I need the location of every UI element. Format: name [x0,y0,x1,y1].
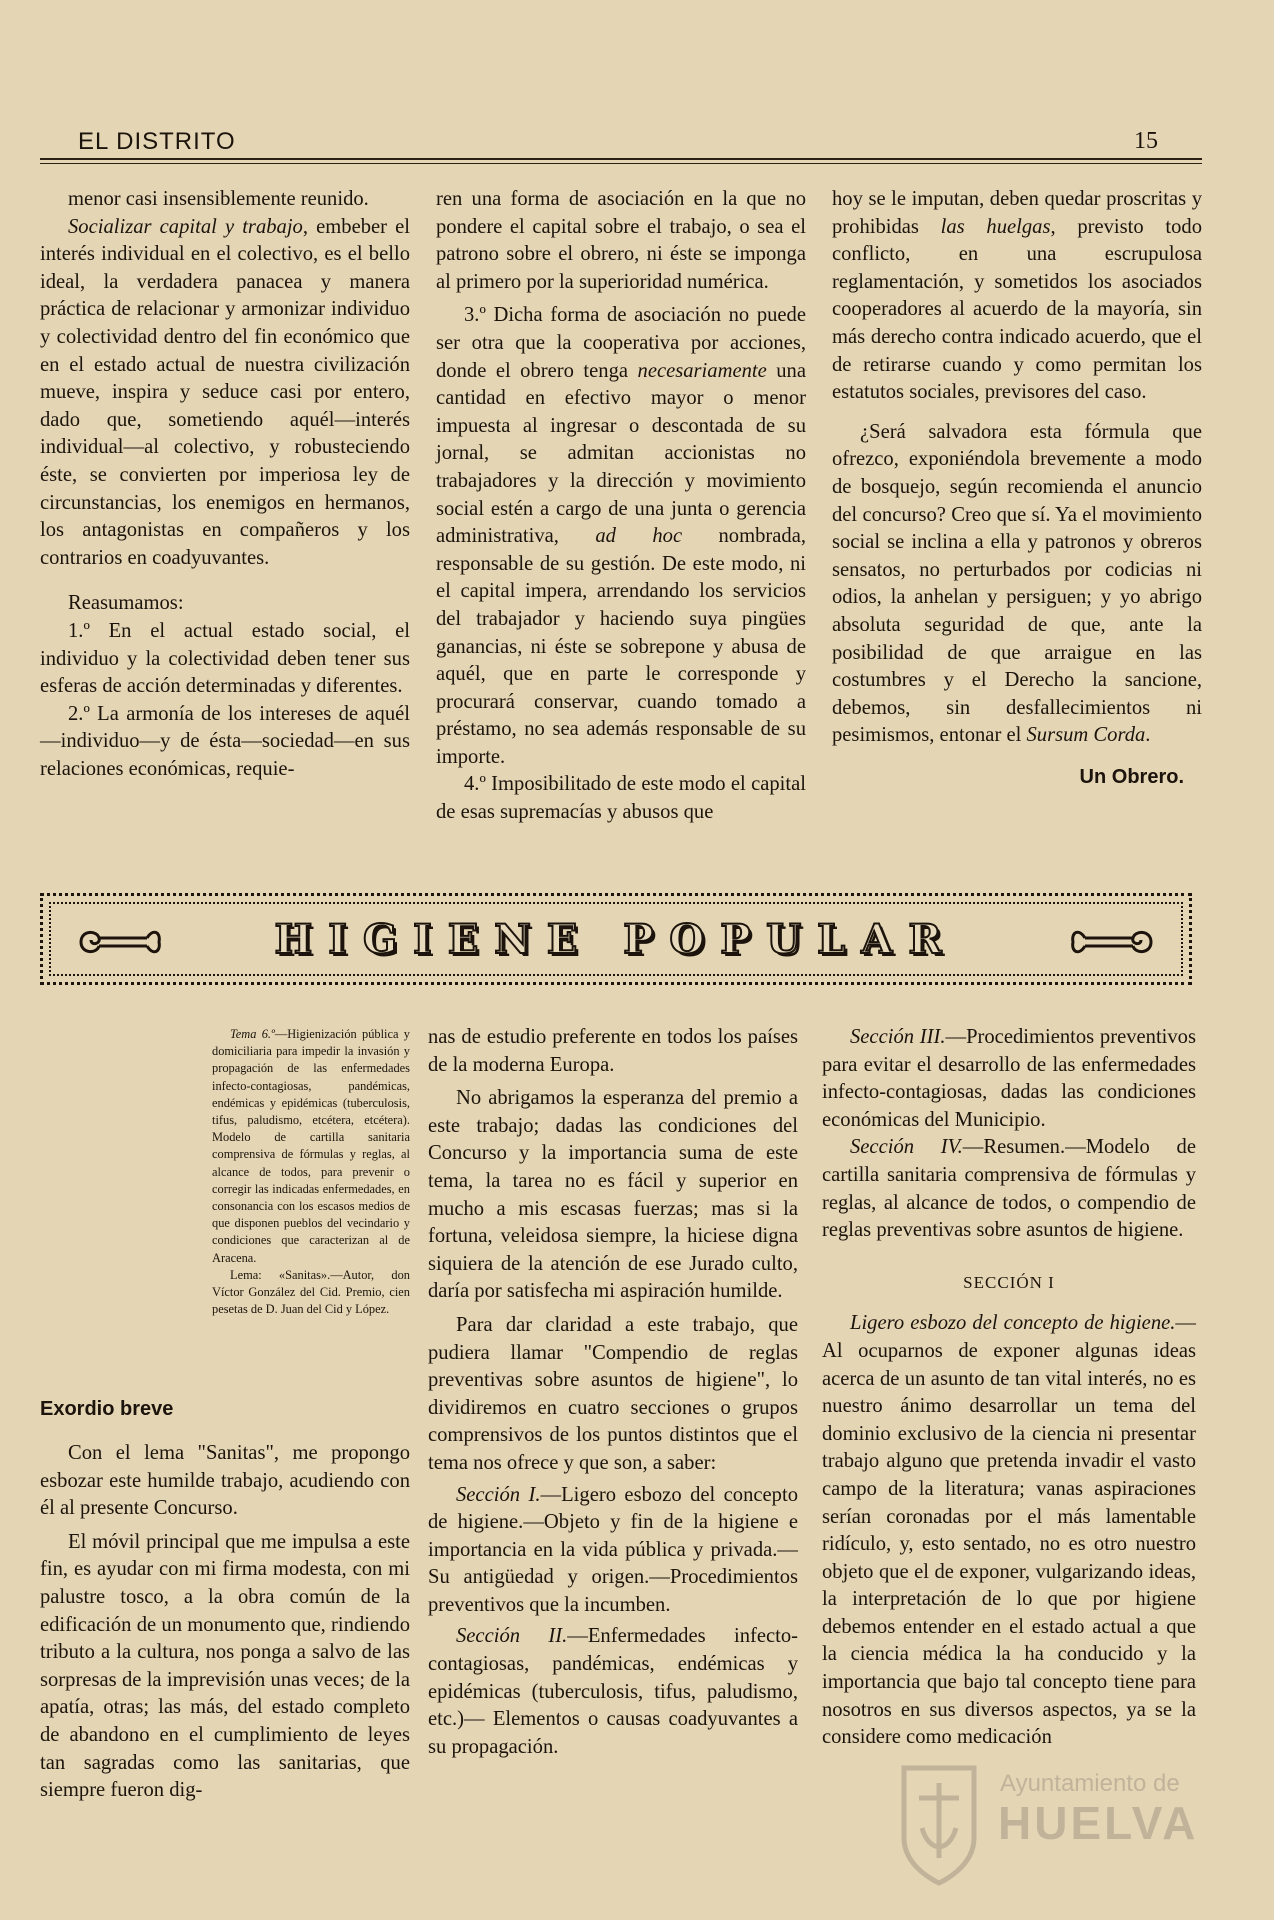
italic-text: Sección II. [456,1625,568,1648]
paragraph [822,1310,1196,1752]
page-number: 15 [1134,128,1158,154]
text: —Enfermedades infecto-contagiosas, pandémicas, endémicas y epidémicas (tuberculosis, tifus, paludismo, etc.)— Elementos o causas coadyuvantes a su propagación. [428,1625,799,1758]
paragraph: menor casi insensiblemente reunido. [68,188,369,210]
italic-text: las huelgas [940,215,1051,238]
text: ¿Será salvadora esta fórmula que ofrezco, exponiéndola brevemente a modo de bosquejo, según recomienda el anuncio del concurso? Creo que sí. Ya el movimiento social se inclina a ella y patronos y obreros sensatos, no perturbados por codicias ni odios, la anhelan y persiguen; y yo abrigo absoluta seguridad de que, ante la posibilidad de que arraigue en las costumbres y el Derecho la sancione, debemos, sin desfallecimientos ni pesimismos, entonar el [832,420,1202,747]
text: nombrada, responsable de su gestión. De este modo, ni el capital impera, arrendando los servicios del trabajador y haciendo suya pingües ganancias, ni éste se sobrepone y abusa de aquél, que en parte le corresponde y procurará conservar, cuando tomado a préstamo, no sea además responsable de su importe. [436,525,806,768]
italic-text: necesariamente [637,359,767,382]
subsection-title: SECCIÓN I [963,1272,1055,1292]
ornament-left-icon [77,922,163,962]
paragraph: 1.º En el actual estado social, el individuo y la colectividad deben tener sus esferas de acción determinadas y diferentes. [40,619,410,698]
signature: Un Obrero. [1079,765,1184,788]
paragraph: ren una forma de asociación en la que no pondere el capital sobre el trabajo, o sea el patrono sobre el obrero, ni éste se imponga al primero por la superioridad numérica. [436,188,806,293]
text: —Higienización pública y domiciliaria para impedir la invasión y propagación de las enfermedades infecto-contagiosas, pandémicas, endémicas y epidémicas (tuberculosis, tifus, paludismo, etcétera, etcétera). Modelo de cartilla sanitaria comprensiva de fórmulas y reglas, al alcance de todos, para prevenir o corregir las indicadas enfermedades, en consonancia con los escasos medios de que disponen pueblos del vecindario y condiciones que caracterizan al de Aracena. [212,1027,410,1265]
paragraph: 2.º La armonía de los intereses de aquél—individuo—y de ésta—sociedad—en sus relaciones económicas, requie- [40,702,410,780]
paragraph: 4.º Imposibilitado de este modo el capital de esas supremacías y abusos que [436,773,806,824]
text: , embeber el interés individual en el colectivo, es el bello ideal, la verdadera panacea y manera práctica de relacionar y armonizar individuo y colectividad dentro del fin económico que en el estado actual de nuestra civilización mueve, inspira y seduce casi por entero, dado que, sometiendo aquél—interés individual—al colectivo, y robusteciendo éste, se convierten por imperiosa ley de circunstancias, los enemigos en hermanos, los antagonistas en compañeros y los contrarios en coadyuvantes. [40,215,410,569]
masthead-title: EL DISTRITO [78,128,236,155]
italic-text: Ligero esbozo del concepto de higiene. [850,1312,1176,1335]
paragraph [436,302,806,771]
paragraph [428,1482,798,1620]
bottom-column-3 [822,1024,1196,1752]
archive-watermark [880,1758,1240,1908]
section-heading: Exordio breve [40,1398,174,1420]
paragraph: Para dar claridad a este trabajo, que pudiera llamar "Compendio de reglas preventivas sobre asuntos de higiene", lo dividiremos en cuatro secciones o grupos comprensivos de los puntos distintos que el tema nos ofrece y que son, a saber: [428,1313,798,1474]
text: , previsto todo conflicto, en una escrupulosa reglamentación, y sometidos los asociados cooperadores al acuerdo de la mayoría, sin más derecho contra indicado acuerdo, que el de retirarse cuando y como permitan los estatutos sociales, previsores del caso. [832,215,1202,404]
watermark-line-2: HUELVA [998,1797,1199,1849]
bottom-column-1 [40,1440,410,1805]
note-paragraph [212,1026,410,1267]
text: —Ligero esbozo del concepto de higiene.—Objeto y fin de la higiene e importancia en la vida pública y privada.—Su antigüedad y origen.—Procedimientos preventivos que la incumben. [428,1483,798,1616]
italic-text: Tema 6.º [230,1027,275,1041]
paragraph [822,1024,1196,1134]
contest-note [212,1026,410,1318]
top-column-3 [832,186,1202,791]
italic-text: ad hoc [595,525,683,548]
paragraph: nas de estudio preferente en todos los países de la moderna Europa. [428,1026,798,1076]
header-rule [40,158,1202,164]
note-paragraph: Lema: «Sanitas».—Autor, don Víctor González del Cid. Premio, cien pesetas de D. Juan del Cid y López. [212,1267,410,1317]
text: —Resumen.—Modelo de cartilla sanitaria comprensiva de fórmulas y reglas, al alcance de todos, o compendio de reglas preventivas sobre asuntos de higiene. [822,1136,1196,1242]
text: —Al ocuparnos de exponer algunas ideas acerca de un asunto de tan vital interés, no es nuestro ánimo desarrollar un tema del dominio exclusivo de la ciencia ni presentar trabajo alguno que pretenda invadir el vasto campo de la literatura; vanas aspiraciones serían coronadas por el más lamentable ridículo, y, esto sentado, no es otro nuestro objeto que el de exponer, vulgarizando ideas, la interpretación de lo que por higiene debemos entender en el estado actual a que la ciencia médica la ha conducido y la importancia que bajo tal concepto tiene para nosotros en sus diversos aspectos, ya se la considere como medicación [822,1312,1196,1749]
text: hoy se le imputan, deben quedar proscritas y prohibidas [832,188,1202,238]
watermark-line-1: Ayuntamiento de [1000,1770,1180,1797]
paragraph [832,186,1202,407]
paragraph: Reasumamos: [68,592,184,615]
text: una cantidad en efectivo mayor o menor impuesta al ingresar o descontada de su jornal, se admitan accionistas no trabajadores y la dirección y movimiento social estén a cargo de una junta o gerencia administrativa, [436,359,806,548]
paragraph: No abrigamos la esperanza del premio a este trabajo; dadas las condiciones del Concurso y la importancia suma de este tema, la tarea no es fácil y superior en mucho a mis escasas fuerzas; mas si la fortuna, veleidosa siempre, la hiciese digna siquiera de la atención de ese Jurado culto, daría por satisfecha mi aspiración humilde. [428,1087,798,1303]
coat-of-arms-icon [894,1758,984,1888]
banner-title: HIGIENE POPULAR [274,915,958,963]
top-column-1 [40,186,410,783]
italic-text: Socializar capital y trabajo [68,215,303,238]
paragraph [428,1623,798,1761]
text: 3.º Dicha forma de asociación no puede ser otra que la cooperativa por acciones, donde el obrero tenga [436,304,806,382]
paragraph [832,419,1202,750]
text: . [1145,724,1151,747]
paragraph [822,1134,1196,1244]
italic-text: Sección IV. [850,1136,963,1159]
text: —Procedimientos preventivos para evitar el desarrollo de las enfermedades infecto-contagiosas, dadas las condiciones económicas del Municipio. [822,1026,1196,1131]
paragraph: El móvil principal que me impulsa a este fin, es ayudar con mi firma modesta, con mi palustre tosco, a la obra común de la edificación de un monumento que, rindiendo tributo a la cultura, nos ponga a salvo de las sorpresas de la imprevisión unas veces; de la apatía, otras; las más, del estado completo de abandono en el cumplimiento de leyes tan sagradas como las sanitarias, que siempre fueron dig- [40,1530,410,1802]
italic-text: Sección I. [456,1483,541,1506]
paragraph [40,214,410,573]
top-column-2 [436,186,806,827]
italic-text: Sursum Corda [1026,724,1146,747]
ornament-right-icon [1069,922,1155,962]
bottom-column-2 [428,1024,798,1761]
italic-text: Sección III. [850,1026,946,1048]
section-banner [40,893,1192,985]
paragraph: Con el lema "Sanitas", me propongo esbozar este humilde trabajo, acudiendo con él al presente Concurso. [40,1442,410,1520]
